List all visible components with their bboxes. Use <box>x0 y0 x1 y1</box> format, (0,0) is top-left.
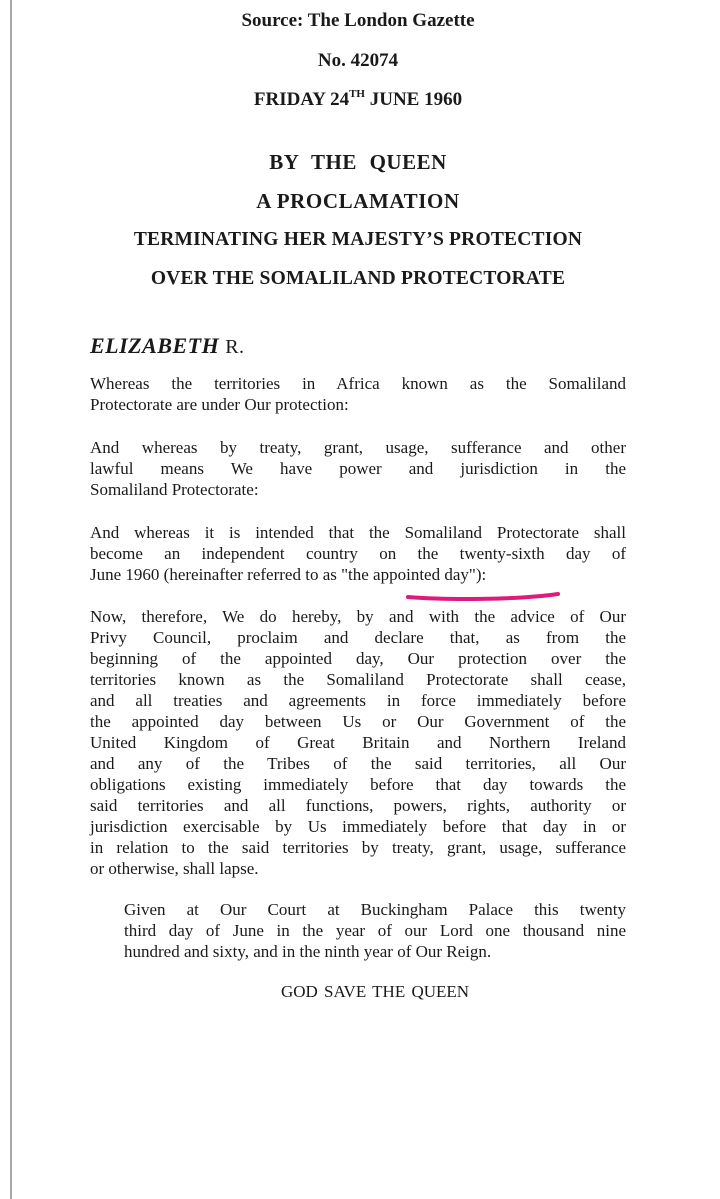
whereas-paragraph-3 <box>90 522 626 585</box>
text-line: Given at Our Court at Buckingham Palace this twenty <box>124 900 626 919</box>
text-line: United Kingdom of Great Britain and Northern Ireland <box>90 733 626 752</box>
given-at-paragraph <box>124 899 626 962</box>
page-edge-rule <box>10 0 12 1199</box>
text-line: And whereas by treaty, grant, usage, sufferance and other <box>90 438 626 457</box>
text-line: in relation to the said territories by treaty, grant, usage, sufferance <box>90 838 626 857</box>
text-line: territories known as the Somaliland Protectorate shall cease, <box>90 670 626 689</box>
proclamation-title-line-1: TERMINATING HER MAJESTY’S PROTECTION <box>133 229 583 250</box>
issue-date-ordinal: TH <box>349 88 365 100</box>
whereas-paragraph-2 <box>90 437 626 500</box>
text-line: And whereas it is intended that the Somaliland Protectorate shall <box>90 523 626 542</box>
god-save-the-queen: GOD SAVE THE QUEEN <box>280 982 470 1001</box>
text-line: June 1960 (hereinafter referred to as "the appointed day"): <box>90 565 487 584</box>
text-line: and all treaties and agreements in force immediately before <box>90 691 626 710</box>
text-line: third day of June in the year of our Lord one thousand nine <box>124 921 626 940</box>
royal-signature <box>90 333 245 359</box>
by-the-queen-heading: BY THE QUEEN <box>269 150 447 174</box>
proclamation-heading: A PROCLAMATION <box>256 189 460 213</box>
text-line: the appointed day between Us or Our Government of the <box>90 712 626 731</box>
issue-date-month-year: JUNE 1960 <box>364 89 463 110</box>
signature-initial: R. <box>225 336 245 358</box>
text-line: jurisdiction exercisable by Us immediately before that day in or <box>90 817 626 836</box>
underline-stroke <box>408 594 558 599</box>
text-line: Protectorate are under Our protection: <box>90 395 349 414</box>
text-line: beginning of the appointed day, Our protection over the <box>90 649 626 668</box>
signature-name: ELIZABETH <box>90 333 220 358</box>
now-therefore-paragraph <box>90 606 626 879</box>
text-line: said territories and all functions, powers, rights, authority or <box>90 796 626 815</box>
text-line: Somaliland Protectorate: <box>90 480 259 499</box>
appointed-day-highlight-underline <box>406 591 560 602</box>
text-line: Whereas the territories in Africa known as the Somaliland <box>90 374 626 393</box>
text-line: hundred and sixty, and in the ninth year of Our Reign. <box>124 942 492 961</box>
issue-number: No. 42074 <box>317 50 399 71</box>
proclamation-title-line-2: OVER THE SOMALILAND PROTECTORATE <box>150 268 566 289</box>
issue-date <box>0 89 716 111</box>
issue-date-day: FRIDAY 24 <box>253 89 350 110</box>
text-line: lawful means We have power and jurisdiction in the <box>90 459 626 478</box>
text-line: become an independent country on the twenty-sixth day of <box>90 544 626 563</box>
text-line: and any of the Tribes of the said territories, all Our <box>90 754 626 773</box>
whereas-paragraph-1 <box>90 373 626 415</box>
text-line: Now, therefore, We do hereby, by and with the advice of Our <box>90 607 626 626</box>
text-line: or otherwise, shall lapse. <box>90 859 259 878</box>
text-line: Privy Council, proclaim and declare that, as from the <box>90 628 626 647</box>
text-line: obligations existing immediately before that day towards the <box>90 775 626 794</box>
source-line: Source: The London Gazette <box>241 10 475 31</box>
